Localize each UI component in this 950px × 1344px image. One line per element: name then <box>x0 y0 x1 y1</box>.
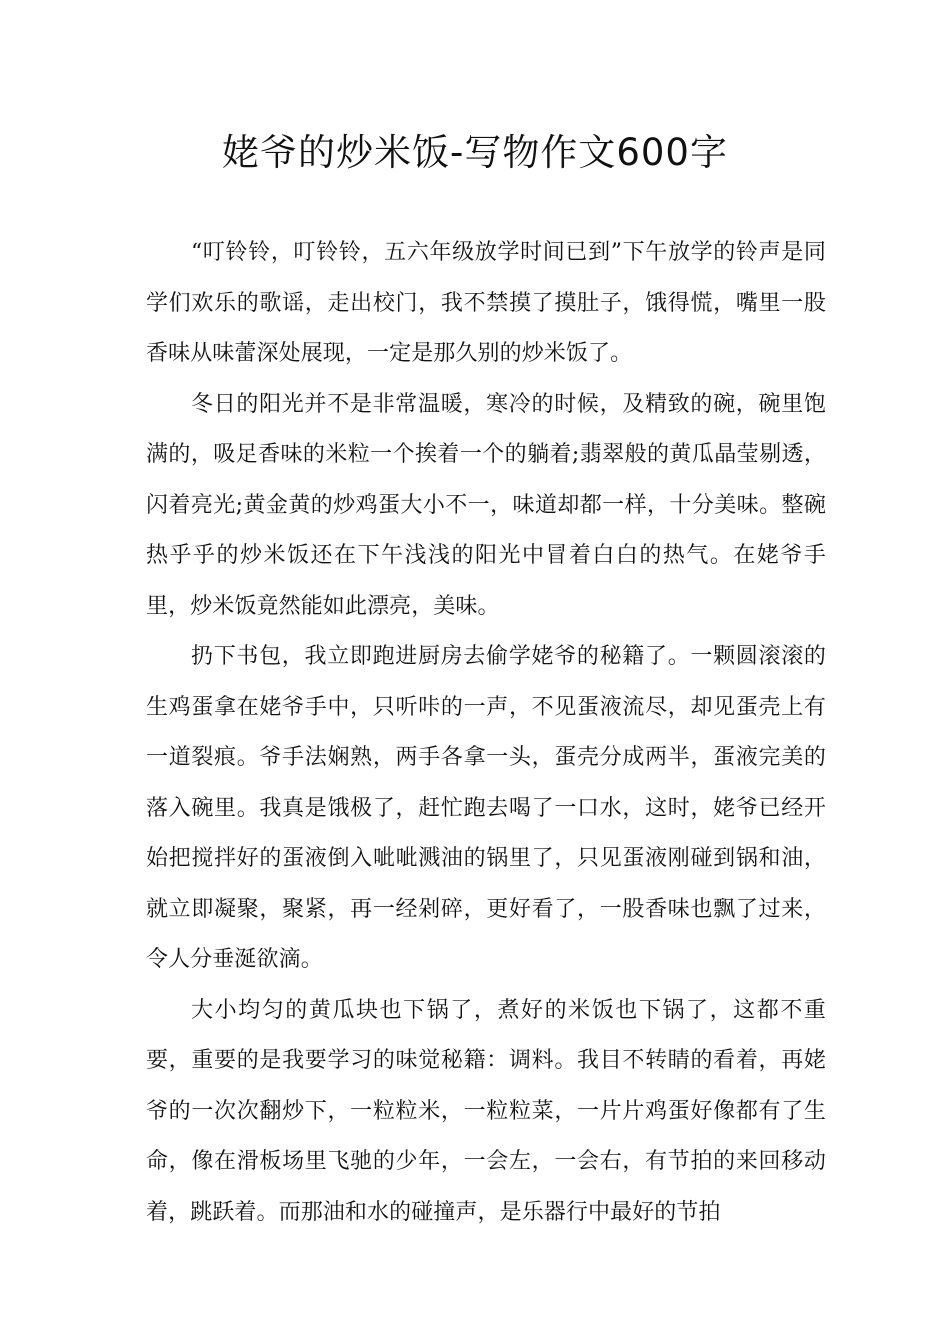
paragraph: 大小均匀的黄瓜块也下锅了，煮好的米饭也下锅了，这都不重要，重要的是我要学习的味觉秘籍：调料。我目不转睛的看着，再姥爷的一次次翻炒下，一粒粒米，一粒粒菜，一片片鸡蛋好像都有了生命，像在滑板场里飞驰的少年，一会左，一会右，有节拍的来回移动着，跳跃着。而那油和水的碰撞声，是乐器行中最好的节拍 <box>146 997 826 1225</box>
paragraph: 冬日的阳光并不是非常温暖，寒冷的时候，及精致的碗，碗里饱满的，吸足香味的米粒一个挨着一个的躺着;翡翠般的黄瓜晶莹剔透，闪着亮光;黄金黄的炒鸡蛋大小不一，味道却都一样，十分美味。整碗热乎乎的炒米饭还在下午浅浅的阳光中冒着白白的热气。在姥爷手里，炒米饭竟然能如此漂亮，美味。 <box>146 391 826 619</box>
paragraph: “叮铃铃，叮铃铃，五六年级放学时间已到”下午放学的铃声是同学们欢乐的歌谣，走出校门，我不禁摸了摸肚子，饿得慌，嘴里一股香味从味蕾深处展现，一定是那久别的炒米饭了。 <box>146 240 826 366</box>
paragraph: 扔下书包，我立即跑进厨房去偷学姥爷的秘籍了。一颗圆滚滚的生鸡蛋拿在姥爷手中，只听咔的一声，不见蛋液流尽，却见蛋壳上有一道裂痕。爷手法娴熟，两手各拿一头，蛋壳分成两半，蛋液完美的落入碗里。我真是饿极了，赶忙跑去喝了一口水，这时，姥爷已经开始把搅拌好的蛋液倒入呲呲溅油的锅里了，只见蛋液刚碰到锅和油，就立即凝聚，聚紧，再一经剁碎，更好看了，一股香味也飘了过来，令人分垂涎欲滴。 <box>146 644 826 972</box>
document-body <box>146 228 826 1238</box>
document-title: 姥爷的炒米饭-写物作文600字 <box>222 131 728 174</box>
